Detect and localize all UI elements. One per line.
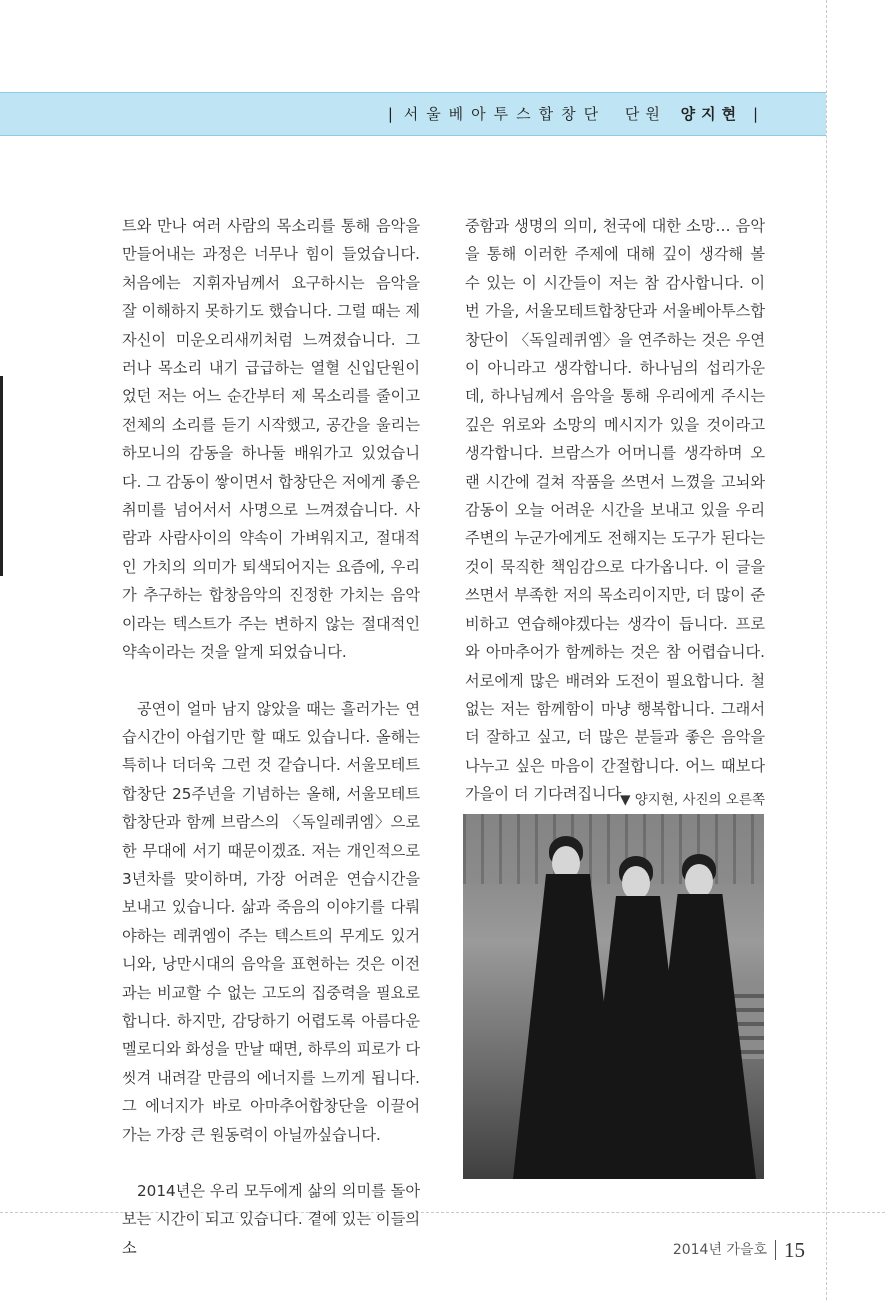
page-number: 15: [784, 1238, 805, 1262]
page-footer: [673, 1236, 805, 1264]
paragraph: 2014년은 우리 모두에게 삶의 의미를 돌아보는 시간이 되고 있습니다. 곁에 있는 이들의 소: [122, 1182, 420, 1257]
author-line: [382, 93, 764, 135]
issue-label: 2014년 가을호: [672, 1242, 767, 1258]
page-guide-vertical: [826, 0, 827, 1300]
photo-background-wall: [463, 814, 764, 884]
left-column: [122, 212, 420, 1262]
author-affiliation: 서울베아투스합창단: [403, 105, 607, 123]
header-bar-left: |: [387, 105, 393, 123]
header-band: [0, 92, 826, 136]
choir-members-photo: [463, 814, 764, 1179]
footer-divider: [775, 1240, 776, 1260]
right-column: [465, 212, 765, 809]
margin-mark: [0, 376, 3, 576]
author-name: 양지현: [680, 105, 743, 123]
paragraph: 공연이 얼마 남지 않았을 때는 흘러가는 연습시간이 아쉽기만 할 때도 있습니다. 올해는 특히나 더더욱 그런 것 같습니다. 서울모테트합창단 25주년을 기념하는 올해, 서울모테트합창단과 함께 브람스의 〈독일레퀴엠〉으로 한 무대에 서기 때문이겠죠. 저는 개인적으로 3년차를 맞이하며, 가장 어려운 연습시간을 보내고 있습니다. 삶과 죽음의 이야기를 다뤄야하는 레퀴엠이 주는 텍스트의 무게도 있거니와, 낭만시대의 음악을 표현하는 것은 이전과는 비교할 수 없는 고도의 집중력을 필요로 합니다. 하지만, 감당하기 어렵도록 아름다운 멜로디와 화성을 만날 때면, 하루의 피로가 다 씻겨 내려갈 만큼의 에너지를 느끼게 됩니다. 그 에너지가 바로 아마추어합창단을 이끌어가는 가장 큰 원동력이 아닐까싶습니다.: [122, 699, 420, 1144]
paragraph: 중함과 생명의 의미, 천국에 대한 소망… 음악을 통해 이러한 주제에 대해 깊이 생각해 볼 수 있는 이 시간들이 저는 참 감사합니다. 이번 가을, 서울모테트합창단과 서울베아투스합창단이 〈독일레퀴엠〉을 연주하는 것은 우연이 아니라고 생각합니다. 하나님의 섭리가운데, 하나님께서 음악을 통해 우리에게 주시는 깊은 위로와 소망의 메시지가 있을 것이라고 생각합니다. 브람스가 어머니를 생각하며 오랜 시간에 걸쳐 작품을 쓰면서 느꼈을 고뇌와 감동이 오늘 어려운 시간을 보내고 있을 우리 주변의 누군가에게도 전해지는 도구가 된다는 것이 묵직한 책임감으로 다가옵니다. 이 글을 쓰면서 부족한 저의 목소리이지만, 더 많이 준비하고 연습해야겠다는 생각이 듭니다. 프로와 아마추어가 함께하는 것은 참 어렵습니다. 서로에게 많은 배려와 도전이 필요합니다. 철없는 저는 함께함이 마냥 행복합니다. 그래서 더 잘하고 싶고, 더 많은 분들과 좋은 음악을 나누고 싶은 마음이 간절합니다. 어느 때보다 가을이 더 기다려집니다.: [465, 217, 765, 804]
author-role: 단원: [624, 105, 666, 123]
header-bar-right: |: [752, 105, 758, 123]
photo-caption: ▼ 양지현, 사진의 오른쪽: [620, 792, 765, 808]
paragraph: 트와 만나 여러 사람의 목소리를 통해 음악을 만들어내는 과정은 너무나 힘이 들었습니다. 처음에는 지휘자님께서 요구하시는 음악을 잘 이해하지 못하기도 했습니다. 그럴 때는 제 자신이 미운오리새끼처럼 느껴졌습니다. 그러나 목소리 내기 급급하는 열혈 신입단원이었던 저는 어느 순간부터 제 목소리를 줄이고 전체의 소리를 듣기 시작했고, 공간을 울리는 하모니의 감동을 하나둘 배워가고 있었습니다. 그 감동이 쌓이면서 합창단은 저에게 좋은 취미를 넘어서서 사명으로 느껴졌습니다. 사람과 사람사이의 약속이 가벼워지고, 절대적인 가치의 의미가 퇴색되어지는 요즘에, 우리가 추구하는 합창음악의 진정한 가치는 음악이라는 텍스트가 주는 변하지 않는 절대적인 약속이라는 것을 알게 되었습니다.: [122, 217, 420, 662]
